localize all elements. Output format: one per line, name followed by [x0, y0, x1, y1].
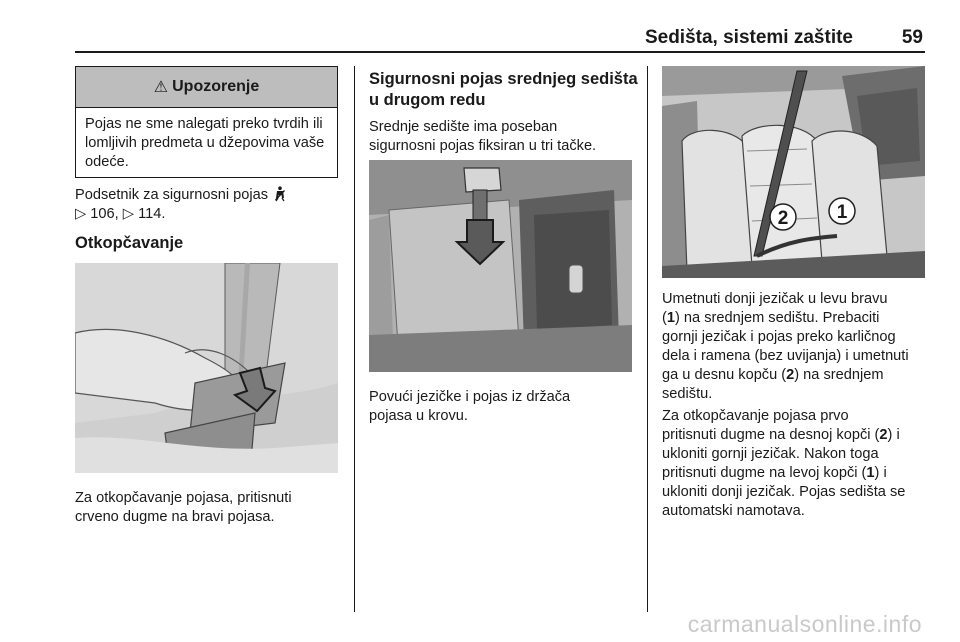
page-ref-arrow-icon: ▷ — [122, 206, 134, 222]
watermark-text: carmanualsonline.info — [687, 611, 922, 637]
middle-seat-caption: Povući jezičke i pojas iz držača pojasa u krovu. — [369, 389, 571, 424]
column-divider-1 — [354, 66, 355, 612]
unbuckle-caption: Za otkopčavanje pojasa, pritisnuti crveno dugme na bravi pojasa. — [75, 490, 292, 525]
page-ref-arrow-icon: ▷ — [75, 206, 87, 222]
page-number: 59 — [901, 27, 923, 48]
middle-seat-heading: Sigurnosni pojas srednjeg sedišta u drugom redu — [369, 70, 638, 109]
unbuckle-illustration — [75, 263, 338, 473]
callout-1-label: 1 — [836, 202, 848, 223]
seatbelt-icon — [274, 186, 286, 202]
column-divider-2 — [647, 66, 648, 612]
middle-seat-intro: Srednje sedište ima poseban sigurnosni pojas fiksiran u tri tačke. — [369, 119, 597, 154]
page-header — [75, 27, 925, 49]
warning-text: Pojas ne sme nalegati preko tvrdih ili lomljivih predmeta u džepovima vaše odeće. — [85, 116, 325, 170]
section-title: Sedišta, sistemi zaštite — [644, 27, 853, 48]
unbuckle-heading: Otkopčavanje — [75, 234, 184, 252]
warning-box — [75, 66, 338, 178]
seatbelt-reminder-text — [75, 186, 345, 224]
unbuckle-middle-paragraph: Za otkopčavanje pojasa prvo pritisnuti dugme na desnoj kopči (2) i ukloniti gornji jezičak. Nakon toga pritisnuti dugme na levoj kopči (1) i ukloniti donji jezičak. Pojas sedišta se automatski namotava. — [662, 408, 906, 519]
header-divider — [75, 51, 925, 53]
warning-triangle-icon: ⚠ — [153, 79, 169, 96]
insert-tongues-paragraph: Umetnuti donji jezičak u levu bravu (1) na srednjem sedištu. Prebaciti gornji jezičak i pojas preko karličnog dela i ramena (bez uvijanja) i umetnuti ga u desnu kopču (2) na srednjem sedištu. — [662, 291, 909, 402]
callout-2-label: 2 — [777, 208, 789, 229]
warning-title: Upozorenje — [172, 78, 260, 95]
page-ref-link[interactable]: 106, — [90, 206, 119, 222]
roof-holder-illustration — [369, 160, 632, 372]
page-ref-link[interactable]: 114. — [138, 206, 166, 222]
reminder-line: Podsetnik za sigurnosni pojas — [75, 187, 269, 203]
warning-header — [76, 67, 337, 108]
rear-seats-illustration — [662, 66, 925, 278]
